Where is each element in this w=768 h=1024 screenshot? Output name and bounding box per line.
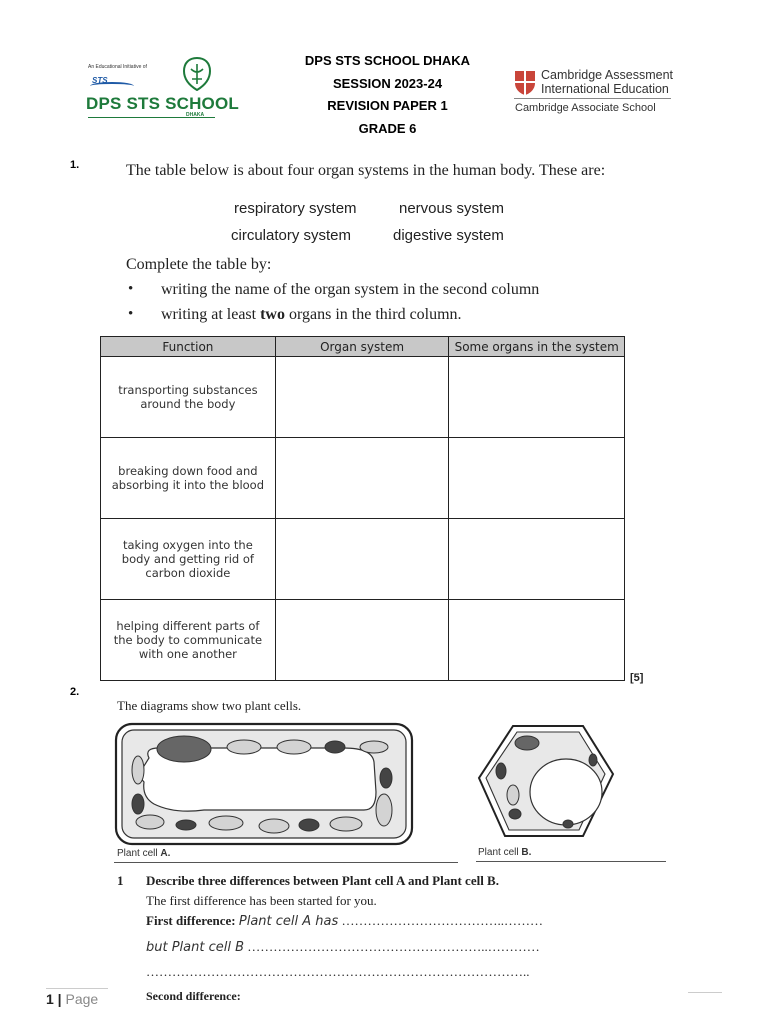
cambridge-logo — [514, 68, 684, 118]
header-organs: Some organs in the system — [449, 337, 625, 357]
bullet-2-text: writing at least two organs in the third column. — [161, 306, 462, 323]
cambridge-line2: International Education — [541, 82, 669, 96]
organ-systems-table — [100, 336, 625, 681]
handwritten-answer-1: Plant cell A has — [238, 914, 339, 929]
caption-a-rule — [114, 862, 458, 863]
question-1-number: 1. — [70, 159, 80, 171]
first-difference-line[interactable]: First difference: Plant cell A has ………………………………..……… — [146, 913, 544, 929]
page-footer — [46, 991, 98, 1007]
bullet-2-mark: • — [128, 306, 134, 322]
function-cell: transporting substances around the body — [101, 357, 276, 438]
caption-cell-a: Plant cell A. — [117, 848, 171, 859]
session: SESSION 2023-24 — [332, 75, 443, 91]
question-2-number: 2. — [70, 686, 80, 698]
cambridge-line3: Cambridge Associate School — [515, 102, 656, 114]
footer-right-rule — [688, 992, 722, 993]
logo-sts: STS — [92, 76, 108, 85]
logo-tagline: An Educational Initiative of — [88, 64, 147, 70]
answer-cell-system[interactable] — [275, 519, 449, 600]
answer-cell-organs[interactable] — [449, 357, 625, 438]
system-respiratory: respiratory system — [234, 200, 357, 217]
cambridge-shield-icon — [514, 70, 536, 96]
school-name: DPS STS SCHOOL DHAKA — [304, 53, 471, 68]
subquestion-text: Describe three differences between Plant cell A and Plant cell B. — [146, 873, 499, 888]
function-cell: breaking down food and absorbing it into the blood — [101, 438, 276, 519]
started-note: The first difference has been started for you. — [146, 893, 377, 908]
table-row — [101, 519, 625, 600]
grade: GRADE 6 — [358, 120, 417, 136]
caption-b-rule — [476, 861, 666, 862]
header-organ-system: Organ system — [275, 337, 449, 357]
cambridge-rule — [514, 98, 671, 99]
answer-cell-organs[interactable] — [449, 519, 625, 600]
plant-cell-b-diagram — [475, 722, 615, 840]
bullet-1-mark: • — [128, 281, 134, 297]
system-digestive: digestive system — [393, 227, 504, 244]
answer-cell-system[interactable] — [275, 438, 449, 519]
answer-cell-organs[interactable] — [449, 600, 625, 681]
page-number: 1 | — [46, 991, 62, 1007]
handwritten-answer-2: but Plant cell B — [146, 940, 245, 955]
second-difference-label: Second difference: — [146, 989, 241, 1003]
complete-instruction: Complete the table by: — [126, 256, 272, 273]
question-2-intro: The diagrams show two plant cells. — [117, 698, 302, 713]
header-function: Function — [101, 337, 276, 357]
logo-city: DHAKA — [186, 112, 205, 118]
school-emblem-icon — [182, 57, 212, 91]
cambridge-line1: Cambridge Assessment — [541, 68, 674, 82]
system-nervous: nervous system — [399, 200, 505, 217]
footer-rule — [46, 988, 108, 989]
subquestion-number: 1 — [117, 873, 124, 888]
paper-title: REVISION PAPER 1 — [327, 98, 448, 113]
answer-cell-system[interactable] — [275, 357, 449, 438]
plant-cell-a-diagram — [114, 722, 416, 848]
table-row — [101, 357, 625, 438]
table-row — [101, 600, 625, 681]
but-line[interactable]: but Plant cell B ………………………………………………..………… — [146, 939, 540, 955]
bullet-1-text: writing the name of the organ system in the second column — [161, 281, 540, 298]
header-block — [270, 50, 505, 140]
table-row — [101, 438, 625, 519]
system-circulatory: circulatory system — [231, 227, 352, 244]
swoosh-icon — [90, 82, 134, 90]
question-1-marks: [5] — [630, 672, 644, 684]
answer-dotted-line[interactable]: …………………………………………………………………………….. — [146, 964, 530, 979]
question-1-intro: The table below is about four organ systems in the human body. These are: — [126, 162, 606, 179]
caption-cell-b: Plant cell B. — [478, 847, 532, 858]
function-cell: helping different parts of the body to communicate with one another — [101, 600, 276, 681]
school-logo — [86, 56, 239, 124]
answer-cell-system[interactable] — [275, 600, 449, 681]
page-word: Page — [65, 991, 99, 1007]
logo-school-name: DPS STS SCHOOL — [86, 94, 239, 113]
answer-cell-organs[interactable] — [449, 438, 625, 519]
function-cell: taking oxygen into the body and getting rid of carbon dioxide — [101, 519, 276, 600]
